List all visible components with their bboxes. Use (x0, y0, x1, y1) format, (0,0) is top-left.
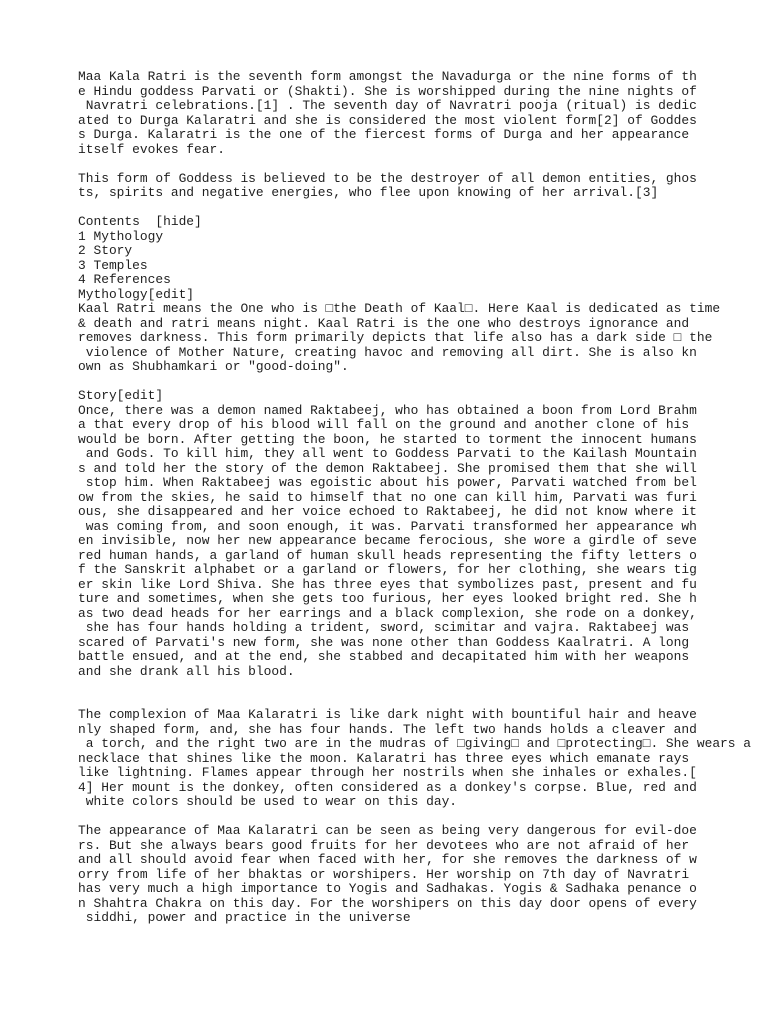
mythology-heading: Mythology[edit] (78, 286, 195, 302)
text-line: white colors should be used to wear on this day. (78, 794, 458, 809)
text-line: red human hands, a garland of human skull heads representing the fifty letters o (78, 547, 697, 563)
text-line: ts, spirits and negative energies, who flee upon knowing of her arrival.[3] (78, 185, 659, 200)
text-line: ture and sometimes, when she gets too furious, her eyes looked bright red. She h (78, 591, 697, 606)
text-line: stop him. When Raktabeej was egoistic about his power, Parvati watched from bel (78, 475, 697, 490)
text-line: a torch, and the right two are in the mudras of □giving□ and □protecting□. She wears a (78, 736, 752, 751)
text-line: removes darkness. This form primarily depicts that life also has a dark side □ the (78, 330, 713, 345)
text-line: she has four hands holding a trident, sword, scimitar and vajra. Raktabeej was (78, 620, 690, 635)
text-line: and Gods. To kill him, they all went to Goddess Parvati to the Kailash Mountain (78, 446, 697, 461)
contents-item-temples: 3 Temples (78, 257, 148, 273)
paragraph-gap (78, 810, 768, 825)
text-line: and all should avoid fear when faced with her, for she removes the darkness of w (78, 852, 697, 867)
text-line: siddhi, power and practice in the universe (78, 910, 411, 925)
text-line: n Shahtra Chakra on this day. For the worshipers on this day door opens of every (78, 895, 697, 911)
text-line: e Hindu goddess Parvati or (Shakti). She is worshipped during the nine nights of (78, 83, 697, 99)
contents-item-references: 4 References (78, 272, 171, 287)
text-line: The appearance of Maa Kalaratri can be seen as being very dangerous for evil-doe (78, 823, 697, 838)
text-line: This form of Goddess is believed to be the destroyer of all demon entities, ghos (78, 170, 697, 186)
text-line: s and told her the story of the demon Raktabeej. She promised them that she will (78, 460, 697, 476)
document-page (78, 70, 768, 926)
text-line: & death and ratri means night. Kaal Ratri is the one who destroys ignorance and (78, 315, 690, 331)
text-line: a that every drop of his blood will fall on the ground and another clone of his (78, 417, 690, 432)
text-line: and she drank all his blood. (78, 663, 295, 679)
paragraph-gap (78, 694, 768, 709)
text-line: violence of Mother Nature, creating havoc and removing all dirt. She is also kn (78, 344, 697, 360)
text-line: would be born. After getting the boon, he started to torment the innocent humans (78, 431, 697, 447)
text-line: nly shaped form, and, she has four hands. The left two hands holds a cleaver and (78, 721, 697, 737)
text-line: scared of Parvati's new form, she was none other than Goddess Kaalratri. A long (78, 634, 690, 650)
text-line: er skin like Lord Shiva. She has three eyes that symbolizes past, present and fu (78, 576, 697, 592)
text-line: itself evokes fear. (78, 141, 225, 157)
intro-paragraph (78, 70, 768, 157)
text-line: Once, there was a demon named Raktabeej, who has obtained a boon from Lord Brahm (78, 402, 697, 418)
complexion-paragraph (78, 708, 768, 810)
text-line: Kaal Ratri means the One who is □the Death of Kaal□. Here Kaal is dedicated as time (78, 301, 721, 316)
table-of-contents (78, 215, 768, 288)
text-line: Maa Kala Ratri is the seventh form amongst the Navadurga or the nine forms of th (78, 69, 697, 84)
text-line: was coming from, and soon enough, it was. Parvati transformed her appearance wh (78, 518, 697, 534)
mythology-section (78, 288, 768, 375)
text-line: f the Sanskrit alphabet or a garland or flowers, for her clothing, she wears tig (78, 562, 697, 577)
text-line: The complexion of Maa Kalaratri is like dark night with bountiful hair and heave (78, 707, 697, 722)
text-line: en invisible, now her new appearance became ferocious, she wore a girdle of seve (78, 533, 697, 548)
story-heading: Story[edit] (78, 388, 164, 403)
destroyer-paragraph (78, 172, 768, 201)
contents-item-story: 2 Story (78, 243, 133, 258)
text-line: ous, she disappeared and her voice echoed to Raktabeej, he did not know where it (78, 504, 697, 519)
text-line: as two dead heads for her earrings and a black complexion, she rode on a donkey, (78, 605, 697, 621)
paragraph-gap (78, 201, 768, 216)
text-line: own as Shubhamkari or "good-doing". (78, 359, 349, 374)
contents-heading: Contents [hide] (78, 214, 202, 229)
text-line: ated to Durga Kalaratri and she is considered the most violent form[2] of Goddes (78, 112, 697, 128)
text-line: orry from life of her bhaktas or worshipers. Her worship on 7th day of Navratri (78, 866, 690, 882)
text-line: s Durga. Kalaratri is the one of the fiercest forms of Durga and her appearance (78, 127, 690, 142)
text-line: necklace that shines like the moon. Kalaratri has three eyes which emanate rays (78, 750, 690, 766)
story-section (78, 389, 768, 679)
appearance-paragraph (78, 824, 768, 926)
text-line: rs. But she always bears good fruits for her devotees who are not afraid of her (78, 837, 690, 853)
text-line: ow from the skies, he said to himself that no one can kill him, Parvati was furi (78, 489, 697, 505)
text-line: has very much a high importance to Yogis and Sadhakas. Yogis & Sadhaka penance o (78, 881, 697, 896)
paragraph-gap (78, 679, 768, 694)
contents-item-mythology: 1 Mythology (78, 228, 164, 244)
text-line: 4] Her mount is the donkey, often considered as a donkey's corpse. Blue, red and (78, 779, 697, 795)
paragraph-gap (78, 157, 768, 172)
text-line: battle ensued, and at the end, she stabbed and decapitated him with her weapons (78, 649, 690, 664)
text-line: like lightning. Flames appear through her nostrils when she inhales or exhales.[ (78, 765, 697, 780)
text-line: Navratri celebrations.[1] . The seventh day of Navratri pooja (ritual) is dedic (78, 98, 697, 113)
paragraph-gap (78, 375, 768, 390)
